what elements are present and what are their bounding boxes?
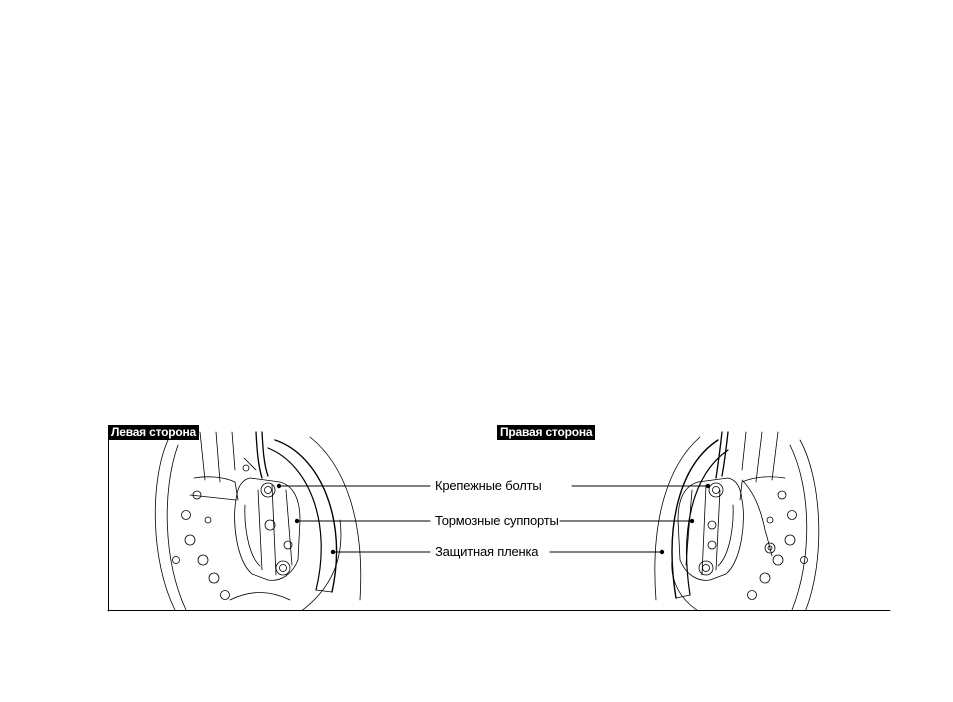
leader-dot [706,484,710,488]
leader-dot [295,519,299,523]
right-side-label: Правая сторона [497,425,595,440]
leader-dot [331,550,335,554]
right-brake-assembly-drawing [655,432,819,612]
leader-dot [277,484,281,488]
leader-dot [690,519,694,523]
left-side-label: Левая сторона [108,425,199,440]
leader-dot [660,550,664,554]
left-brake-assembly-drawing [155,432,360,612]
callout-protective-film: Защитная пленка [435,544,539,559]
callout-mounting-bolts: Крепежные болты [435,478,542,493]
callout-brake-calipers: Тормозные суппорты [435,513,559,528]
